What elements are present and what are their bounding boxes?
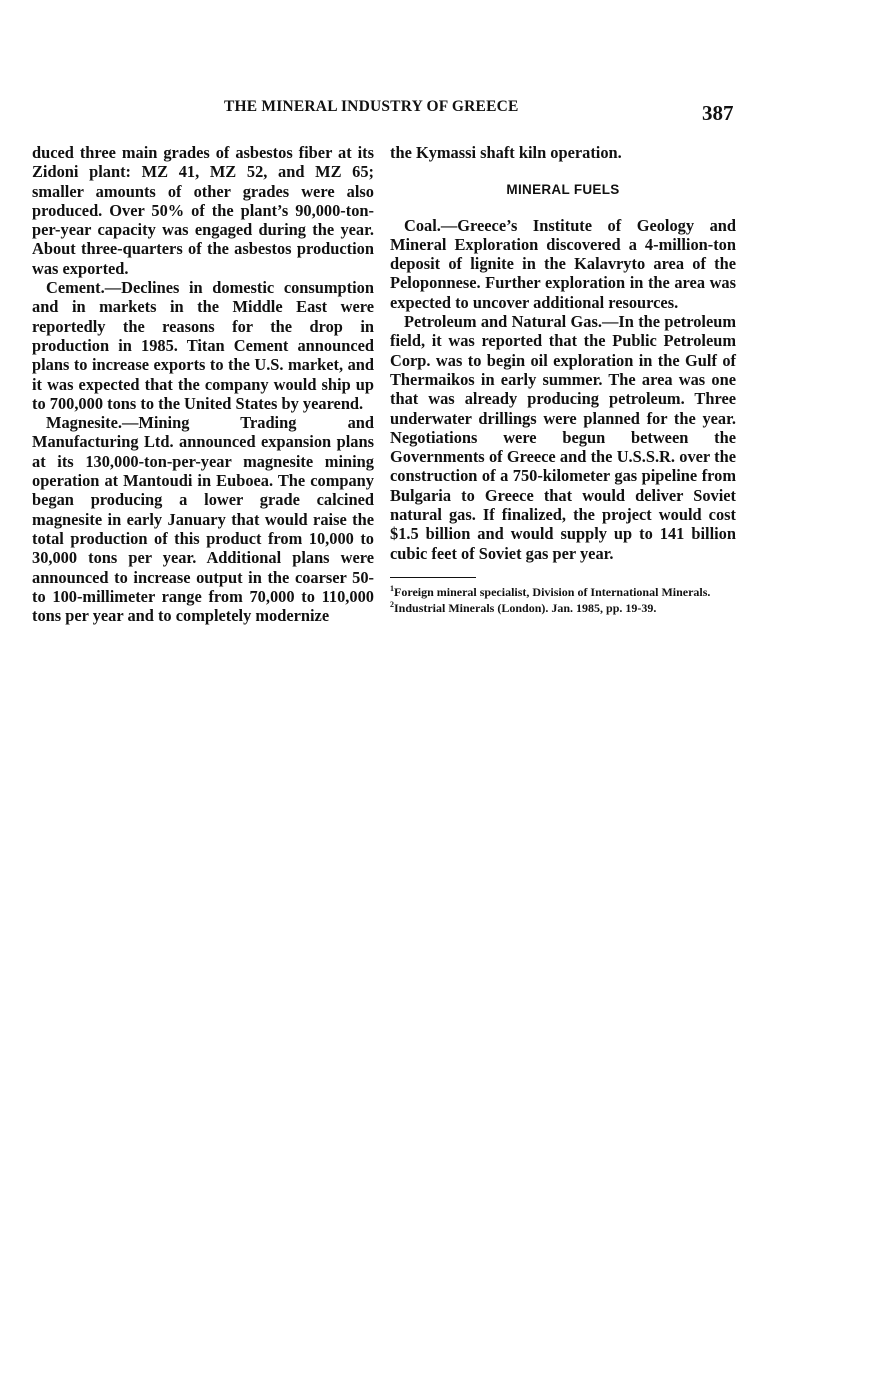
running-head: THE MINERAL INDUSTRY OF GREECE: [224, 98, 519, 115]
left-column: [32, 143, 374, 625]
cement-text: Declines in domestic consumption and in markets in the Middle East were reportedly the reasons for the drop in production in 1985. Titan Cement announced plans to increase exports to the U.S. market, and it was expected that the company would ship up to 700,000 tons to the United States by yearend.: [32, 278, 374, 413]
mineral-fuels-heading: MINERAL FUELS: [506, 182, 620, 198]
cement-paragraph: [32, 278, 374, 413]
coal-paragraph: [390, 216, 736, 312]
petroleum-heading: Petroleum and Natural Gas.—: [404, 312, 619, 332]
footnote-1: [390, 583, 736, 599]
magnesite-heading: Magnesite.—: [46, 413, 139, 433]
footnotes: [390, 583, 736, 615]
page-number: 387: [702, 101, 734, 125]
footnote-2-text: Industrial Minerals (London). Jan. 1985, pp. 19-39.: [394, 600, 657, 615]
petroleum-paragraph: [390, 312, 736, 563]
asbestos-continuation-paragraph: duced three main grades of asbestos fiber at its Zidoni plant: MZ 41, MZ 52, and MZ 65; smaller amounts of other grades were also produced. Over 50% of the plant’s 90,000-ton-per-year capacity was engaged during the year. About three-quarters of the asbestos production was exported.: [32, 143, 374, 278]
petroleum-text: In the petroleum field, it was reported that the Public Petroleum Corp. was to begin oil exploration in the Gulf of Thermaikos in early summer. The area was one that was already producing petroleum. Three underwater drillings were planned for the year. Negotiations were begun between the Governments of Greece and the U.S.S.R. over the construction of a 750-kilometer gas pipeline from Bulgaria to Greece that would deliver Soviet natural gas. If finalized, the project would cost $1.5 billion and would supply up to 141 billion cubic feet of Soviet gas per year.: [390, 312, 736, 563]
right-column: [390, 143, 736, 618]
cement-heading: Cement.—: [46, 278, 122, 298]
magnesite-paragraph: [32, 413, 374, 625]
coal-heading: Coal.—: [404, 215, 458, 235]
footnote-2: [390, 599, 736, 615]
footnote-2-marker: 2: [390, 599, 394, 609]
magnesite-continuation-paragraph: the Kymassi shaft kiln operation.: [390, 143, 622, 162]
coal-text: Greece’s Institute of Geology and Mineral Exploration discovered a 4-million-ton deposit of lignite in the Kalavryto area of the Peloponnese. Further exploration in the area was expected to uncover additional resources.: [390, 215, 736, 312]
footnote-1-marker: 1: [390, 583, 394, 593]
footnote-rule: [390, 577, 476, 578]
magnesite-text: Mining Trading and Manufacturing Ltd. announced expansion plans at its 130,000-ton-per-year magnesite mining operation at Mantoudi in Euboea. The company began producing a lower grade calcined magnesite in early January that would raise the total production of this product from 10,000 to 30,000 tons per year. Additional plans were announced to increase output in the coarser 50- to 100-millimeter range from 70,000 to 110,000 tons per year and to completely modernize: [32, 413, 374, 626]
footnote-1-text: Foreign mineral specialist, Division of International Minerals.: [394, 584, 711, 599]
